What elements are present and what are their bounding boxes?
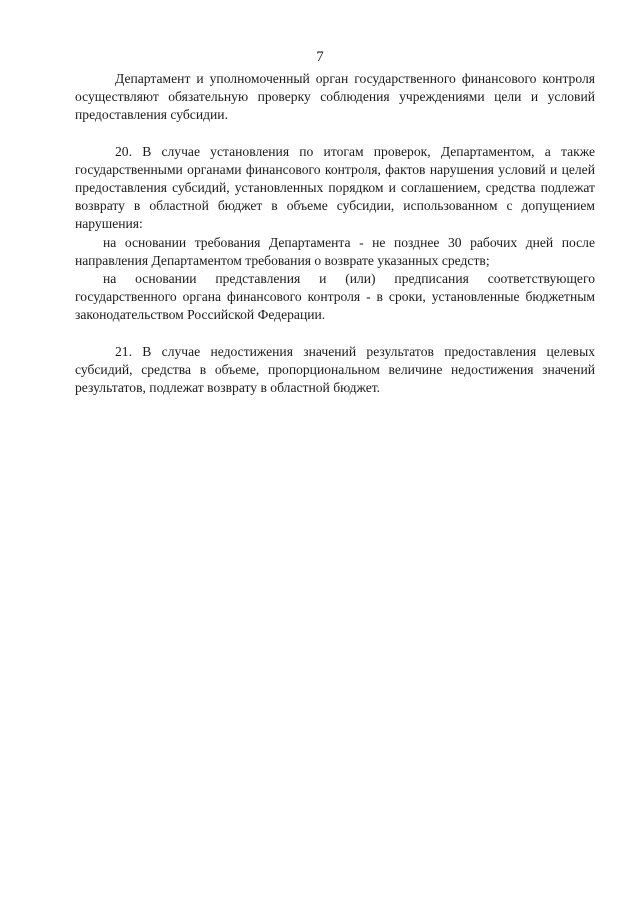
page-number: 7: [316, 49, 324, 65]
document-body: [75, 70, 595, 397]
paragraph-20-department-requirement: на основании требования Департамента - не позднее 30 рабочих дней после направления Департаментом требования о возврате указанных средств;: [75, 234, 595, 268]
paragraph-20: 20. В случае установления по итогам проверок, Департаментом, а также государственными органами финансового контроля, фактов нарушения условий и целей предоставления субсидий, установленных порядком и соглашением, средства подлежат возврату в областной бюджет в объеме субсидии, использованном с допущением нарушения:: [75, 143, 595, 232]
paragraph-verification: Департамент и уполномоченный орган государственного финансового контроля осуществляют обязательную проверку соблюдения учреждениями цели и условий предоставления субсидии.: [75, 71, 595, 123]
paragraph-20-control-body-order: на основании представления и (или) предписания соответствующего государственного органа финансового контроля - в сроки, установленные бюджетным законодательством Российской Федерации.: [75, 271, 595, 323]
paragraph-21: 21. В случае недостижения значений результатов предоставления целевых субсидий, средства в объеме, пропорциональном величине недостижения значений результатов, подлежат возврату в областной бюджет.: [75, 343, 595, 396]
